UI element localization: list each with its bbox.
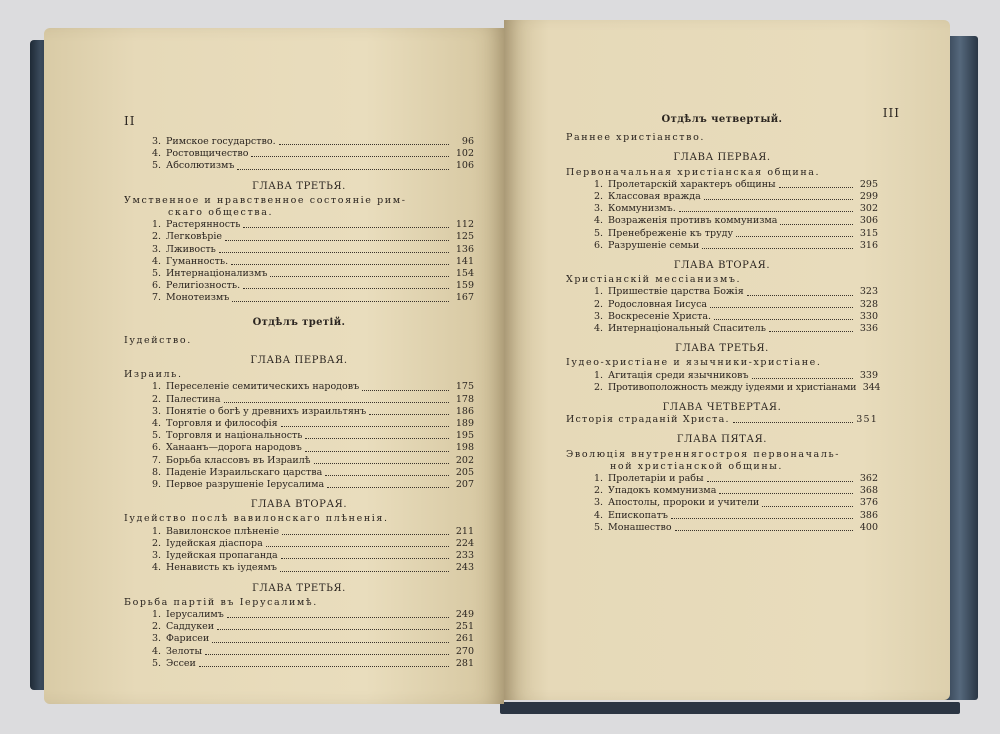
toc-list <box>124 136 474 173</box>
toc-entry <box>152 633 474 645</box>
entry-page: 136 <box>455 243 474 255</box>
toc-entry <box>152 646 474 658</box>
entry-page: 186 <box>455 405 474 417</box>
toc-entry <box>152 219 474 231</box>
entry-title: Іерусалимъ <box>166 608 224 620</box>
chapter-heading: ГЛАВА ТРЕТЬЯ. <box>675 343 769 355</box>
entry-number: 2. <box>152 621 162 633</box>
dot-leader <box>251 156 449 157</box>
entry-page: 205 <box>455 466 474 478</box>
entry-title: Первое разрушеніе Іерусалима <box>166 479 325 491</box>
chapter-heading: ГЛАВА ВТОРАЯ. <box>250 499 348 511</box>
toc-entry <box>152 418 474 430</box>
part-heading: Отдѣлъ четвертый. <box>661 114 783 125</box>
dot-leader <box>362 390 449 391</box>
entry-title: Эссеи <box>166 657 196 669</box>
dot-leader <box>779 187 853 188</box>
entry-title: Іудейская пропаганда <box>166 550 278 562</box>
toc-entry <box>152 455 474 467</box>
dot-leader <box>314 463 450 464</box>
entry-title: Римское государство. <box>166 136 276 147</box>
dot-leader <box>270 276 449 277</box>
entry-page: 141 <box>455 255 474 267</box>
entry-number: 3. <box>594 310 604 322</box>
entry-title: Интернаціонализмъ <box>166 268 268 280</box>
entry-page: 330 <box>859 310 878 322</box>
toc-entry <box>594 240 878 252</box>
entry-page: 198 <box>455 442 474 454</box>
dot-leader <box>752 378 853 379</box>
toc-entry <box>594 370 878 382</box>
entry-page: 261 <box>455 633 474 645</box>
toc-entry <box>152 479 474 491</box>
entry-page: 386 <box>859 509 878 521</box>
entry-number: 1. <box>152 525 162 537</box>
toc-entry <box>152 658 474 670</box>
chapter-heading: ГЛАВА ПЕРВАЯ. <box>673 152 771 164</box>
entry-page: 316 <box>859 239 878 251</box>
entry-title: Воскресеніе Христа. <box>608 310 712 322</box>
book-cover-bottom <box>500 702 960 714</box>
toc-list <box>566 473 878 534</box>
entry-page: 112 <box>455 219 474 231</box>
entry-page: 299 <box>859 191 878 203</box>
entry-title: Пролетарскій характеръ общины <box>608 178 776 190</box>
entry-number: 1. <box>594 286 604 298</box>
entry-title: Ненависть къ іудеямъ <box>166 562 277 574</box>
entry-number: 4. <box>594 215 604 227</box>
entry-number: 5. <box>152 268 162 280</box>
entry-page: 270 <box>455 645 474 657</box>
entry-number: 3. <box>152 136 162 147</box>
entry-number: 3. <box>152 243 162 255</box>
dot-leader <box>679 211 853 212</box>
entry-number: 5. <box>152 657 162 669</box>
right-page <box>504 20 950 700</box>
entry-page: 189 <box>455 418 474 430</box>
entry-page: 96 <box>461 136 474 147</box>
part-intro: Раннее христіанство. <box>566 132 706 144</box>
entry-title: Коммунизмъ. <box>608 203 676 215</box>
chapter-intro: Христіанскій мессіанизмъ. <box>566 274 742 286</box>
toc-entry <box>566 414 878 426</box>
entry-page: 224 <box>455 537 474 549</box>
entry-number: 1. <box>152 219 162 231</box>
entry-title: Торговля и національность <box>166 430 303 442</box>
toc-right <box>566 114 881 534</box>
entry-page: 211 <box>455 525 474 537</box>
entry-title: Фарисеи <box>166 633 210 645</box>
entry-title: Іудейская діаспора <box>166 537 263 549</box>
entry-title: Вавилонское плѣненіе <box>166 525 280 537</box>
entry-number: 5. <box>152 160 162 172</box>
chapter-heading: ГЛАВА ТРЕТЬЯ. <box>252 180 346 192</box>
entry-page: 344 <box>862 381 881 393</box>
entry-number: 6. <box>152 442 162 454</box>
entry-title: Гуманность. <box>166 255 229 267</box>
part-heading: Отдѣлъ третій. <box>252 316 346 328</box>
toc-entry <box>152 406 474 418</box>
entry-number: 4. <box>152 255 162 267</box>
toc-list <box>124 526 474 575</box>
toc-entry <box>594 323 878 335</box>
entry-title: Легковѣріе <box>166 231 223 243</box>
entry-number: 4. <box>594 323 604 335</box>
chapter-intro: Умственное и нравственное состояніе рим- <box>124 194 407 206</box>
entry-page: 106 <box>455 160 474 172</box>
entry-number: 1. <box>594 369 604 381</box>
toc-entry <box>594 311 878 323</box>
entry-title: Зелоты <box>166 645 203 657</box>
entry-page: 175 <box>455 381 474 393</box>
entry-page: 368 <box>859 485 878 497</box>
dot-leader <box>232 301 449 302</box>
entry-title: Родословная Іисуса <box>608 298 708 310</box>
entry-number: 4. <box>152 418 162 430</box>
entry-page: 315 <box>859 227 878 239</box>
entry-title: Понятіе о богѣ у древнихъ израильтянъ <box>166 405 367 417</box>
entry-number: 3. <box>594 497 604 509</box>
entry-page: 376 <box>859 497 878 509</box>
entry-number: 4. <box>594 509 604 521</box>
toc-entry <box>594 510 878 522</box>
entry-number: 3. <box>152 405 162 417</box>
dot-leader <box>327 487 449 488</box>
part-intro: Іудейство. <box>124 334 192 346</box>
entry-title: Растерянность <box>166 219 241 231</box>
entry-page: 202 <box>455 454 474 466</box>
dot-leader <box>702 248 853 249</box>
entry-number: 1. <box>152 608 162 620</box>
entry-title: Пролетаріи и рабы <box>608 473 704 485</box>
dot-leader <box>704 199 853 200</box>
entry-title: Лживость <box>166 243 216 255</box>
entry-number: 1. <box>594 473 604 485</box>
dot-leader <box>280 571 449 572</box>
entry-title: Монотеизмъ <box>166 292 230 304</box>
dot-leader <box>199 666 449 667</box>
entry-page: 281 <box>455 657 474 669</box>
toc-entry <box>152 280 474 292</box>
entry-number: 1. <box>594 178 604 190</box>
entry-title: Палестина <box>166 393 221 405</box>
entry-page: 178 <box>455 393 474 405</box>
dot-leader <box>282 534 449 535</box>
toc-entry <box>152 562 474 574</box>
toc-entry <box>594 485 878 497</box>
entry-number: 4. <box>152 562 162 574</box>
left-page <box>44 28 504 704</box>
chapter-intro: Первоначальная христіанская община. <box>566 166 821 178</box>
chapter-heading: ГЛАВА ЧЕТВЕРТАЯ. <box>662 402 782 414</box>
entry-title: Монашество <box>608 521 672 533</box>
entry-page: 125 <box>455 231 474 243</box>
entry-title: Классовая вражда <box>608 191 701 203</box>
toc-entry <box>594 286 878 298</box>
toc-entry <box>152 609 474 621</box>
entry-page: 306 <box>859 215 878 227</box>
entry-number: 2. <box>594 298 604 310</box>
entry-page: 328 <box>859 298 878 310</box>
dot-leader <box>243 288 449 289</box>
entry-page: 302 <box>859 203 878 215</box>
entry-page: 249 <box>455 608 474 620</box>
chapter-heading: ГЛАВА ПЯТАЯ. <box>676 434 768 446</box>
toc-entry <box>152 136 474 148</box>
entry-number: 6. <box>152 280 162 292</box>
entry-number: 9. <box>152 479 162 491</box>
entry-page: 351 <box>856 414 878 426</box>
entry-title: Торговля и философія <box>166 418 278 430</box>
toc-entry <box>152 231 474 243</box>
entry-title: Интернаціональный Спаситель <box>608 323 766 335</box>
dot-leader <box>719 493 853 494</box>
entry-title: Исторія страданій Христа. <box>566 414 730 426</box>
toc-list <box>124 219 474 304</box>
entry-page: 339 <box>859 369 878 381</box>
toc-entry <box>594 497 878 509</box>
dot-leader <box>325 475 449 476</box>
dot-leader <box>769 331 853 332</box>
chapter-intro: Іудео-христіане и язычники-христіане. <box>566 357 822 369</box>
open-book <box>30 14 978 714</box>
dot-leader <box>736 236 853 237</box>
entry-page: 295 <box>859 178 878 190</box>
dot-leader <box>225 240 449 241</box>
entry-title: Апостолы, пророки и учители <box>608 497 760 509</box>
dot-leader <box>281 558 449 559</box>
entry-page: 159 <box>455 280 474 292</box>
page-number: III <box>882 106 900 120</box>
dot-leader <box>212 642 449 643</box>
dot-leader <box>243 227 449 228</box>
entry-number: 3. <box>152 550 162 562</box>
entry-number: 1. <box>152 381 162 393</box>
entry-number: 7. <box>152 454 162 466</box>
entry-page: 195 <box>455 430 474 442</box>
entry-number: 4. <box>152 148 162 160</box>
dot-leader <box>710 307 853 308</box>
toc-entry <box>152 394 474 406</box>
entry-page: 251 <box>455 621 474 633</box>
toc-list <box>124 609 474 670</box>
chapter-heading: ГЛАВА ПЕРВАЯ. <box>250 355 348 367</box>
entry-page: 323 <box>859 286 878 298</box>
dot-leader <box>780 224 853 225</box>
entry-title: Ростовщичество <box>166 148 249 160</box>
toc-entry <box>594 179 878 191</box>
dot-leader <box>224 402 449 403</box>
entry-title: Саддукеи <box>166 621 215 633</box>
toc-entry <box>594 381 881 394</box>
chapter-intro: Борьба партій въ Іерусалимѣ. <box>124 596 318 608</box>
toc-entry <box>594 203 878 215</box>
toc-entry <box>152 550 474 562</box>
toc-entry <box>152 467 474 479</box>
entry-title: Пришествіе царства Божія <box>608 286 744 298</box>
entry-page: 207 <box>455 479 474 491</box>
toc-entry <box>594 299 878 311</box>
entry-title: Ханаанъ—дорога народовъ <box>166 442 302 454</box>
entry-title: Абсолютизмъ <box>166 160 235 172</box>
toc-entry <box>152 381 474 393</box>
entry-title: Переселеніе семитическихъ народовъ <box>166 381 360 393</box>
dot-leader <box>671 518 853 519</box>
toc-list <box>566 286 878 335</box>
dot-leader <box>714 319 853 320</box>
chapter-intro: Израиль. <box>124 369 183 381</box>
dot-leader <box>707 481 853 482</box>
entry-page: 233 <box>455 550 474 562</box>
toc-entry <box>152 292 474 304</box>
entry-number: 2. <box>152 231 162 243</box>
entry-page: 154 <box>455 268 474 280</box>
toc-entry <box>152 442 474 454</box>
chapter-intro-continued: ной христіанской общины. <box>610 460 784 472</box>
entry-number: 2. <box>152 393 162 405</box>
entry-number: 5. <box>152 430 162 442</box>
dot-leader <box>217 629 449 630</box>
entry-number: 7. <box>152 292 162 304</box>
toc-entry <box>152 148 474 160</box>
toc-entry <box>594 473 878 485</box>
chapter-intro: Эволюція внутреннягостроя первоначаль- <box>566 448 841 460</box>
chapter-intro-continued: скаго общества. <box>168 207 274 219</box>
entry-page: 362 <box>859 473 878 485</box>
dot-leader <box>733 422 853 423</box>
dot-leader <box>205 654 449 655</box>
toc-entry <box>152 160 474 172</box>
entry-page: 243 <box>455 562 474 574</box>
entry-number: 2. <box>594 485 604 497</box>
dot-leader <box>231 264 449 265</box>
dot-leader <box>237 169 449 170</box>
toc-list <box>566 179 878 252</box>
entry-title: Борьба классовъ въ Израилѣ <box>166 454 311 466</box>
entry-title: Разрушеніе семьи <box>608 239 700 251</box>
toc-left <box>124 136 474 670</box>
entry-number: 5. <box>594 521 604 533</box>
entry-number: 6. <box>594 239 604 251</box>
entry-title: Агитація среди язычниковъ <box>608 369 749 381</box>
entry-number: 5. <box>594 227 604 239</box>
entry-number: 2. <box>152 537 162 549</box>
chapter-heading: ГЛАВА ВТОРАЯ. <box>673 260 771 272</box>
dot-leader <box>369 414 449 415</box>
entry-title: Паденіе Израильскаго царства <box>166 466 323 478</box>
toc-entry <box>152 244 474 256</box>
dot-leader <box>279 144 449 145</box>
entry-page: 336 <box>859 323 878 335</box>
entry-page: 167 <box>455 292 474 304</box>
toc-entry <box>594 522 878 534</box>
toc-entry <box>152 268 474 280</box>
entry-title: Религіозность. <box>166 280 241 292</box>
entry-title: Пренебреженіе къ труду <box>608 227 734 239</box>
page-number: II <box>124 114 136 128</box>
dot-leader <box>227 617 449 618</box>
entry-number: 3. <box>594 203 604 215</box>
dot-leader <box>266 546 449 547</box>
entry-title: Епископатъ <box>608 509 668 521</box>
toc-entry <box>594 191 878 203</box>
toc-entry <box>152 621 474 633</box>
toc-entry <box>152 526 474 538</box>
entry-number: 2. <box>594 191 604 203</box>
dot-leader <box>675 530 853 531</box>
entry-number: 3. <box>152 633 162 645</box>
entry-number: 8. <box>152 466 162 478</box>
chapter-intro: Іудейство послѣ вавилонскаго плѣненія. <box>124 513 389 525</box>
toc-entry <box>594 215 878 227</box>
entry-title: Упадокъ коммунизма <box>608 485 717 497</box>
dot-leader <box>305 451 449 452</box>
entry-title: Возраженія противъ коммунизма <box>608 215 778 227</box>
toc-entry <box>152 256 474 268</box>
dot-leader <box>747 295 853 296</box>
toc-list <box>124 381 474 491</box>
entry-number: 4. <box>152 645 162 657</box>
toc-entry <box>152 538 474 550</box>
dot-leader <box>762 506 853 507</box>
toc-entry <box>594 228 878 240</box>
chapter-heading: ГЛАВА ТРЕТЬЯ. <box>252 582 346 594</box>
dot-leader <box>305 438 449 439</box>
entry-page: 400 <box>859 521 878 533</box>
toc-list <box>566 369 881 394</box>
toc-entry <box>152 430 474 442</box>
entry-page: 102 <box>455 148 474 160</box>
dot-leader <box>281 426 449 427</box>
entry-number: 2. <box>594 381 603 393</box>
dot-leader <box>219 252 449 253</box>
entry-title: Противоположность между іудеями и христіанами <box>608 381 857 393</box>
